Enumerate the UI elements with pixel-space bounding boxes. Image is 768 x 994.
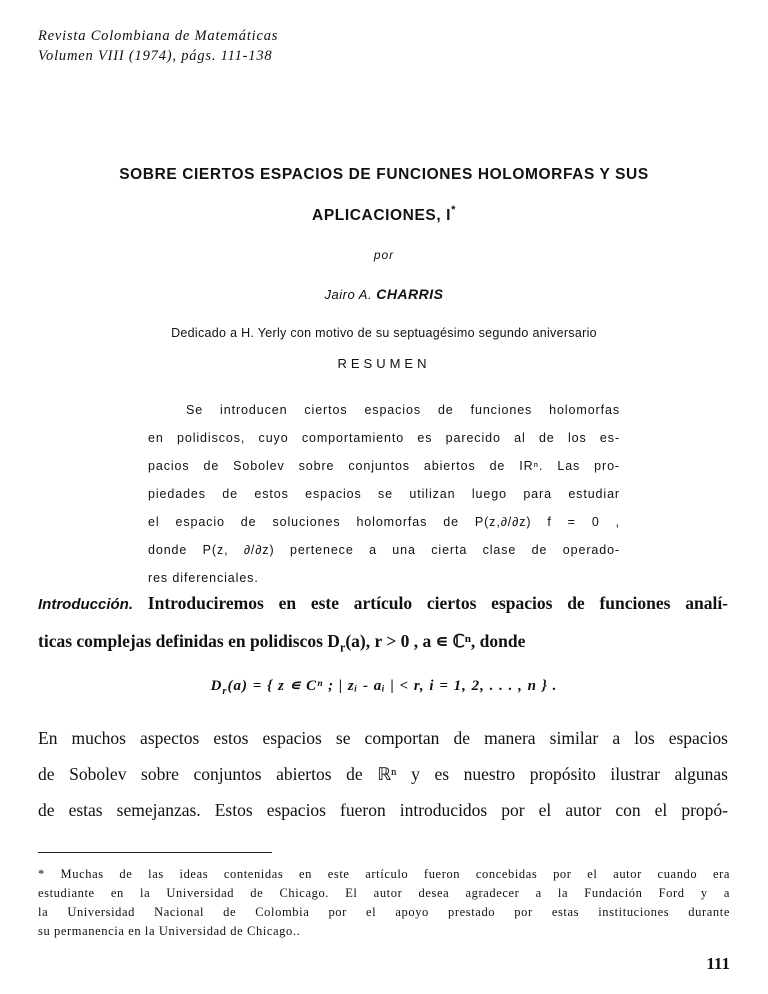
intro-heading: Introducción. bbox=[38, 596, 133, 613]
intro-line-2 bbox=[38, 623, 728, 666]
byline-por: por bbox=[373, 248, 395, 262]
formula-d: D bbox=[210, 678, 223, 694]
journal-header bbox=[38, 26, 278, 66]
journal-name: Revista Colombiana de Matemáticas bbox=[38, 28, 279, 44]
abstract-line: el espacio de soluciones holomorfas de P(z,∂/∂z) f = 0 , bbox=[148, 515, 620, 529]
formula-rest: (a) = { z ∊ Cⁿ ; | zᵢ - aᵢ | < r, i = 1, 2, . . . , n } . bbox=[227, 678, 558, 694]
title-footnote-mark: * bbox=[451, 204, 456, 216]
polydisc-formula bbox=[0, 676, 768, 697]
journal-volume: Volumen VIII (1974), págs. 111-138 bbox=[38, 48, 273, 64]
intro-line-1-text: Introduciremos en este artículo ciertos espacios de funciones analí- bbox=[147, 593, 729, 613]
abstract-line: piedades de estos espacios se utilizan luego para estudiar bbox=[148, 487, 620, 501]
intro-line-2-rest: (a), r > 0 , a ∊ ℂⁿ, donde bbox=[345, 631, 526, 651]
footnote-rule bbox=[38, 852, 272, 853]
body-line: de estas semejanzas. Estos espacios fueron introducidos por el autor con el propó- bbox=[38, 800, 728, 820]
intro-line-1 bbox=[38, 585, 728, 623]
resumen-heading: RESUMEN bbox=[337, 356, 431, 371]
footnote bbox=[38, 865, 730, 941]
formula-sub: r bbox=[222, 686, 228, 697]
abstract-line: en polidiscos, cuyo comportamiento es parecido al de los es- bbox=[148, 431, 620, 445]
footnote-line: su permanencia en la Universidad de Chicago.. bbox=[38, 924, 301, 938]
author-name bbox=[0, 286, 768, 302]
intro-line-2-text: ticas complejas definidas en polidiscos D bbox=[38, 631, 340, 651]
author-first: Jairo A. bbox=[324, 287, 373, 302]
abstract-line: pacios de Sobolev sobre conjuntos abiertos de IRⁿ. Las pro- bbox=[148, 459, 620, 473]
footnote-line: * Muchas de las ideas contenidas en este artículo fueron concebidas por el autor cuando era bbox=[38, 867, 730, 881]
paper-title-line1: SOBRE CIERTOS ESPACIOS DE FUNCIONES HOLOMORFAS Y SUS bbox=[119, 166, 649, 183]
abstract-line: donde P(z, ∂/∂z) pertenece a una cierta clase de operado- bbox=[148, 543, 620, 557]
author-last: CHARRIS bbox=[376, 286, 444, 302]
paper-title-line2 bbox=[0, 204, 768, 225]
body-line: En muchos aspectos estos espacios se comportan de manera similar a los espacios bbox=[38, 728, 728, 748]
body-text bbox=[38, 720, 728, 828]
abstract-line: res diferenciales. bbox=[148, 571, 259, 585]
intro-line-2-sub: r bbox=[339, 640, 346, 655]
page-number: 111 bbox=[706, 954, 730, 973]
footnote-line: estudiante en la Universidad de Chicago. El autor desea agradecer a la Fundación Ford y a bbox=[38, 886, 730, 900]
abstract-line: Se introducen ciertos espacios de funciones holomorfas bbox=[186, 403, 620, 417]
footnote-line: la Universidad Nacional de Colombia por el apoyo prestado por estas instituciones durante bbox=[38, 905, 730, 919]
introduction bbox=[38, 585, 728, 666]
paper-title-line2-text: APLICACIONES, I bbox=[312, 207, 452, 224]
abstract bbox=[148, 396, 620, 592]
dedication: Dedicado a H. Yerly con motivo de su septuagésimo segundo aniversario bbox=[171, 326, 597, 340]
body-line: de Sobolev sobre conjuntos abiertos de ℝⁿ y es nuestro propósito ilustrar algunas bbox=[38, 764, 728, 784]
